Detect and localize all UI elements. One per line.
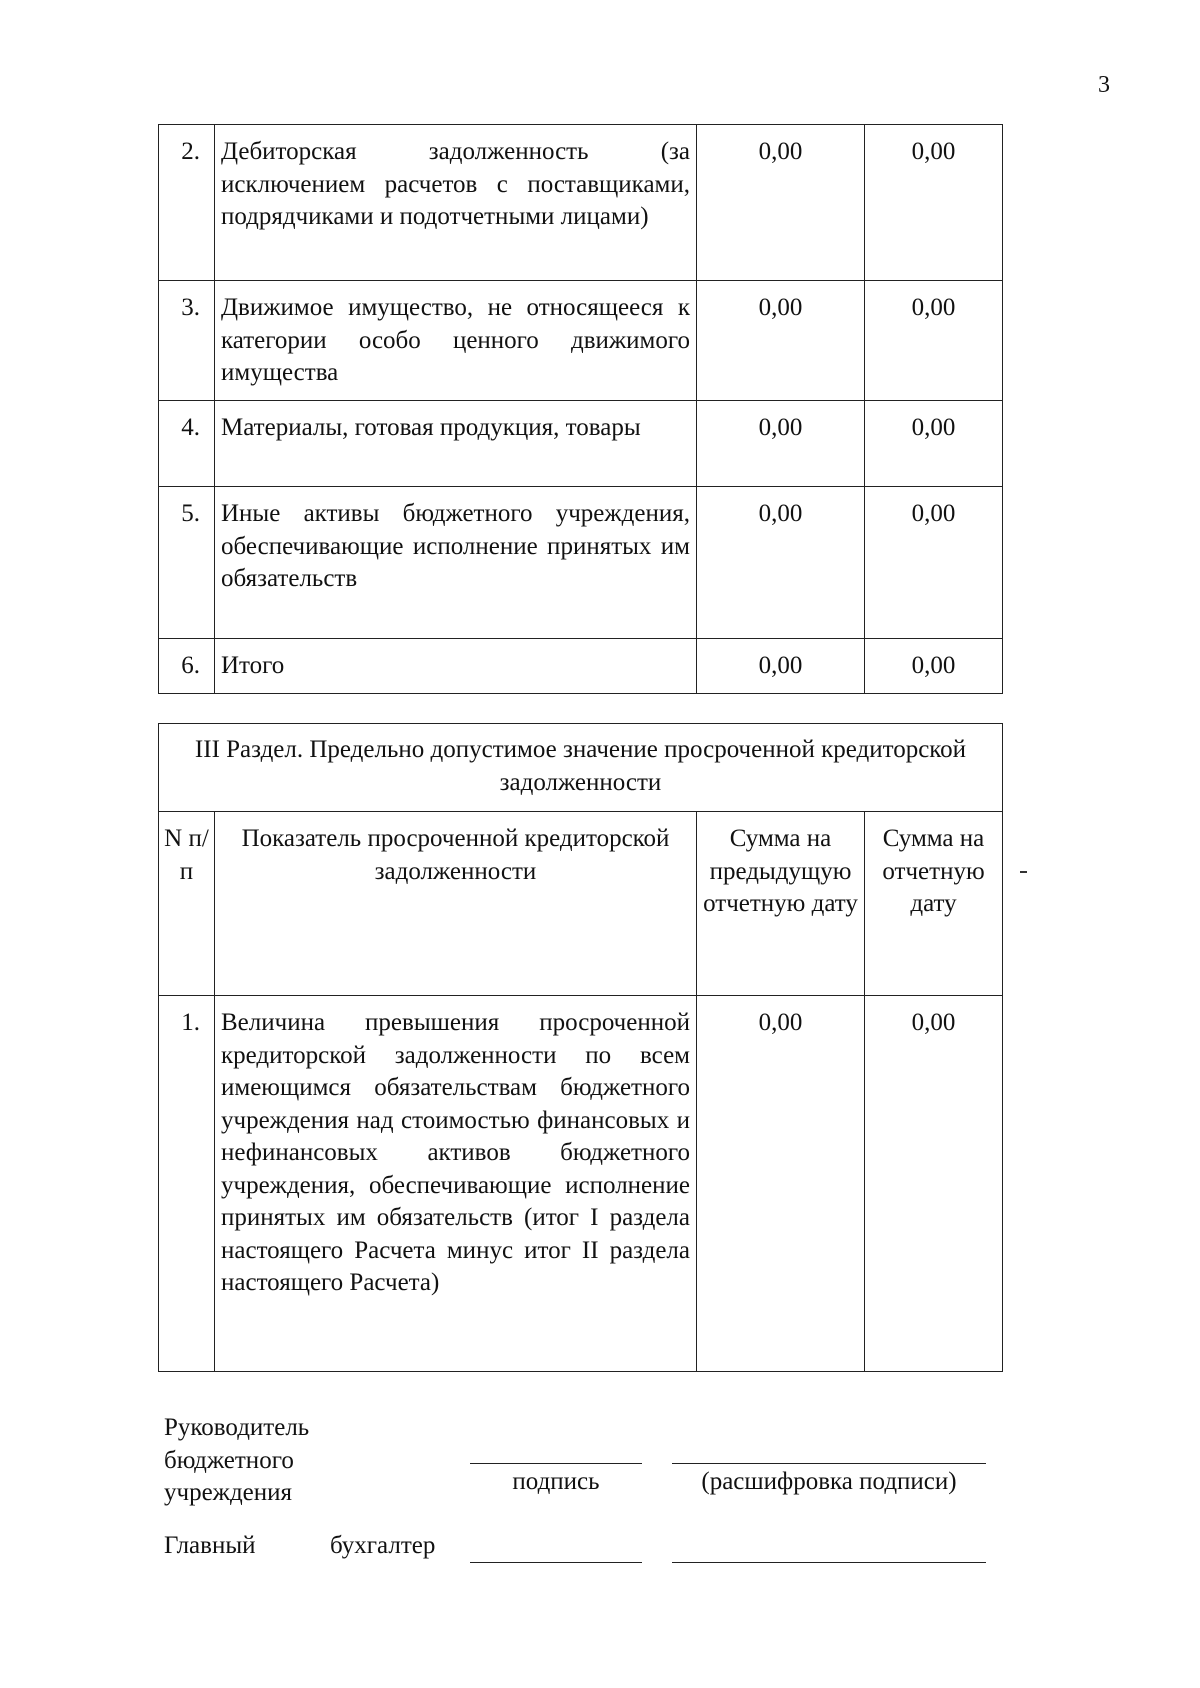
prev-date-value: 0,00	[697, 125, 865, 281]
prev-date-value: 0,00	[697, 281, 865, 401]
table-row	[159, 996, 1003, 1372]
row-description: Величина превышения просроченной кредиторской задолженности по всем имеющимся обязательствам бюджетного учреждения над стоимостью финансовых и нефинансовых активов бюджетного учреждения, обеспечивающие исполнение принятых им обязательств (итог I раздела настоящего Расчета минус итог II раздела настоящего Расчета)	[215, 996, 697, 1372]
current-date-value: 0,00	[865, 401, 1003, 487]
table-row	[159, 639, 1003, 694]
row-number: 2.	[159, 125, 215, 281]
row-description: Иные активы бюджетного учреждения, обеспечивающие исполнение принятых им обязательств	[215, 487, 697, 639]
table-header-row	[159, 812, 1003, 996]
chief-accountant-word1: Главный	[164, 1532, 256, 1559]
row-description: Движимое имущество, не относящееся к категории особо ценного движимого имущества	[215, 281, 697, 401]
current-date-value: 0,00	[865, 487, 1003, 639]
section-title: III Раздел. Предельно допустимое значение просроченной кредиторской задолженности	[159, 724, 1003, 812]
prev-date-value: 0,00	[697, 401, 865, 487]
head-title	[164, 1412, 364, 1510]
page-number: 3	[1098, 72, 1110, 98]
section3-table	[158, 723, 1003, 1372]
row-number: 5.	[159, 487, 215, 639]
signature-caption: подпись	[512, 1468, 600, 1495]
row-number: 6.	[159, 639, 215, 694]
current-date-value: 0,00	[865, 281, 1003, 401]
margin-dash-mark	[1020, 871, 1027, 873]
row-description: Материалы, готовая продукция, товары	[215, 401, 697, 487]
row-number: 4.	[159, 401, 215, 487]
prev-date-value: 0,00	[697, 996, 865, 1372]
row-number: 1.	[159, 996, 215, 1372]
section2-table	[158, 124, 1003, 694]
current-date-value: 0,00	[865, 996, 1003, 1372]
prev-date-value: 0,00	[697, 639, 865, 694]
row-description: Итого	[215, 639, 697, 694]
table-row	[159, 487, 1003, 639]
decoding-caption: (расшифровка подписи)	[701, 1468, 957, 1495]
current-date-value: 0,00	[865, 639, 1003, 694]
section-title-row	[159, 724, 1003, 812]
head-decoding-line	[672, 1463, 986, 1464]
head-title-text: Руководитель бюджетного учреждения	[164, 1414, 310, 1506]
column-header-indicator: Показатель просроченной кредиторской задолженности	[215, 812, 697, 996]
row-description: Дебиторская задолженность (за исключением расчетов с поставщиками, подрядчиками и подотчетными лицами)	[215, 125, 697, 281]
column-header-current-date: Сумма на отчетную дату	[865, 812, 1003, 996]
table-row	[159, 401, 1003, 487]
column-header-number: N п/п	[159, 812, 215, 996]
column-header-prev-date: Сумма на предыдущую отчетную дату	[697, 812, 865, 996]
chief-decoding-line	[672, 1562, 986, 1563]
row-number: 3.	[159, 281, 215, 401]
table-row	[159, 125, 1003, 281]
table-row	[159, 281, 1003, 401]
current-date-value: 0,00	[865, 125, 1003, 281]
head-signature-line	[470, 1463, 642, 1464]
chief-signature-line	[470, 1562, 642, 1563]
chief-accountant-word2: бухгалтер	[330, 1532, 436, 1559]
prev-date-value: 0,00	[697, 487, 865, 639]
